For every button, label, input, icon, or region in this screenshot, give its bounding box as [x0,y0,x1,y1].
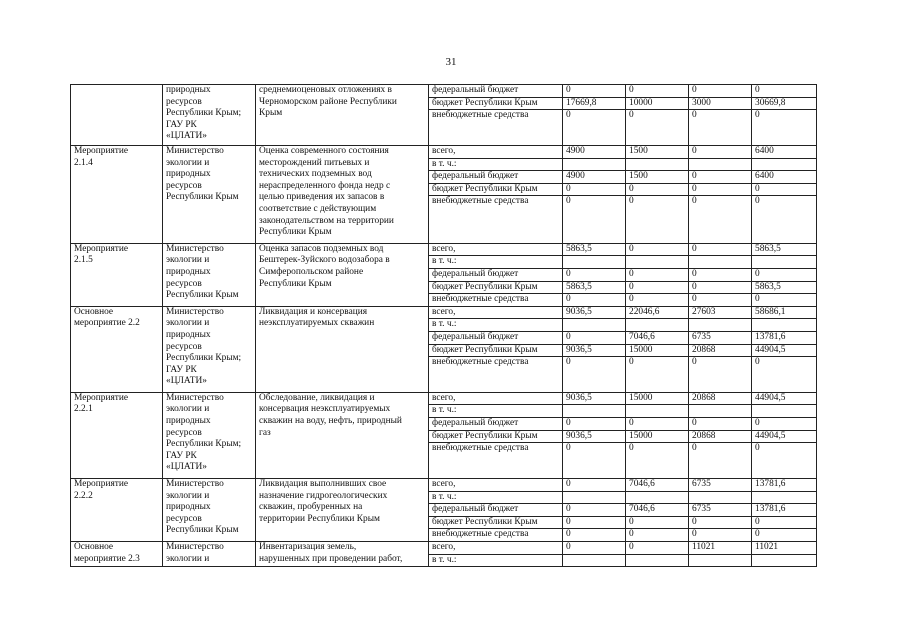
value-cell-1: 4900 [563,145,626,158]
value-cell-3: 0 [689,418,752,431]
measure-cell: Мероприятие 2.1.4 [71,145,163,243]
value-cell-2: 0 [626,516,689,529]
value-cell-2: 0 [626,268,689,281]
total-cell [752,405,817,418]
total-cell [752,256,817,269]
value-cell-2 [626,554,689,567]
value-cell-1: 9036,5 [563,306,626,319]
total-cell: 0 [752,529,817,542]
total-cell: 44904,5 [752,430,817,443]
value-cell-3: 20868 [689,430,752,443]
funding-source-cell: всего, [429,542,563,555]
measure-cell: Основное мероприятие 2.2 [71,306,163,392]
value-cell-2 [626,319,689,332]
description-cell: Обследование, ликвидация и консервация неэксплуатируемых скважин на воду, нефть, природный газ [256,392,429,478]
funding-source-cell: внебюджетные средства [429,529,563,542]
value-cell-1: 9036,5 [563,344,626,357]
value-cell-2: 0 [626,294,689,307]
value-cell-1: 0 [563,196,626,243]
value-cell-1: 0 [563,418,626,431]
measure-cell: Мероприятие 2.1.5 [71,243,163,306]
total-cell: 0 [752,418,817,431]
funding-source-cell: внебюджетные средства [429,110,563,146]
total-cell: 0 [752,443,817,479]
description-cell: Оценка современного состояния месторождений питьевых и технических подземных вод нераспределенного фонда недр с целью приведения их запасов в соответствие с действующим законодательством на территории Республики Крым [256,145,429,243]
total-cell: 5863,5 [752,243,817,256]
executor-cell: Министерство экологии и природных ресурсов Республики Крым; ГАУ РК «ЦЛАТИ» [163,306,256,392]
total-cell: 58686,1 [752,306,817,319]
total-cell: 0 [752,516,817,529]
funding-source-cell: в т. ч.: [429,319,563,332]
funding-source-cell: федеральный бюджет [429,418,563,431]
executor-cell: Министерство экологии и природных ресурсов Республики Крым [163,479,256,542]
value-cell-2: 0 [626,357,689,393]
value-cell-1: 0 [563,268,626,281]
description-cell: Оценка запасов подземных вод Бештерек-Зуйского водозабора в Симферопольском районе Республики Крым [256,243,429,306]
value-cell-1: 0 [563,529,626,542]
total-cell [752,319,817,332]
value-cell-3: 0 [689,294,752,307]
total-cell: 6400 [752,171,817,184]
value-cell-3: 20868 [689,392,752,405]
value-cell-3: 0 [689,443,752,479]
table-row [71,243,817,256]
total-cell [752,554,817,567]
funding-source-cell: федеральный бюджет [429,331,563,344]
funding-source-cell: всего, [429,479,563,492]
value-cell-1: 5863,5 [563,243,626,256]
executor-cell: природных ресурсов Республики Крым; ГАУ РК «ЦЛАТИ» [163,85,256,146]
value-cell-3: 0 [689,145,752,158]
value-cell-2: 15000 [626,430,689,443]
value-cell-2 [626,491,689,504]
funding-source-cell: внебюджетные средства [429,357,563,393]
value-cell-1 [563,405,626,418]
total-cell: 13781,6 [752,504,817,517]
funding-source-cell: внебюджетные средства [429,443,563,479]
value-cell-1 [563,158,626,171]
value-cell-1: 0 [563,357,626,393]
funding-source-cell: в т. ч.: [429,405,563,418]
value-cell-2: 0 [626,529,689,542]
funding-source-cell: федеральный бюджет [429,268,563,281]
value-cell-1: 0 [563,294,626,307]
funding-source-cell: всего, [429,392,563,405]
page-number: 31 [445,56,457,68]
value-cell-3: 6735 [689,331,752,344]
value-cell-2: 0 [626,85,689,98]
value-cell-3: 0 [689,171,752,184]
executor-cell: Министерство экологии и природных ресурсов Республики Крым [163,145,256,243]
executor-cell: Министерство экологии и природных ресурсов Республики Крым [163,243,256,306]
value-cell-2: 1500 [626,171,689,184]
funding-source-cell: всего, [429,145,563,158]
funding-source-cell: федеральный бюджет [429,171,563,184]
value-cell-2: 0 [626,110,689,146]
description-cell: Ликвидация выполнивших свое назначение гидрогеологических скважин, пробуренных на территории Республики Крым [256,479,429,542]
value-cell-3 [689,256,752,269]
total-cell: 44904,5 [752,392,817,405]
total-cell: 0 [752,110,817,146]
value-cell-1: 5863,5 [563,281,626,294]
funding-source-cell: в т. ч.: [429,491,563,504]
value-cell-3: 27603 [689,306,752,319]
value-cell-2 [626,256,689,269]
value-cell-1: 9036,5 [563,430,626,443]
value-cell-3: 0 [689,281,752,294]
funding-source-cell: всего, [429,306,563,319]
funding-source-cell: бюджет Республики Крым [429,281,563,294]
value-cell-3 [689,319,752,332]
total-cell: 0 [752,357,817,393]
value-cell-1 [563,491,626,504]
value-cell-3: 0 [689,516,752,529]
value-cell-2: 0 [626,443,689,479]
description-cell: Ликвидация и консервация неэксплуатируемых скважин [256,306,429,392]
funding-source-cell: бюджет Республики Крым [429,344,563,357]
funding-source-cell: внебюджетные средства [429,196,563,243]
value-cell-2: 10000 [626,97,689,110]
value-cell-2: 7046,6 [626,479,689,492]
funding-source-cell: бюджет Республики Крым [429,97,563,110]
total-cell: 6400 [752,145,817,158]
table-row [71,392,817,405]
value-cell-3: 0 [689,196,752,243]
funding-source-cell: бюджет Республики Крым [429,183,563,196]
value-cell-1: 0 [563,504,626,517]
funding-source-cell: всего, [429,243,563,256]
value-cell-1 [563,554,626,567]
value-cell-2: 7046,6 [626,331,689,344]
value-cell-3: 0 [689,357,752,393]
value-cell-3 [689,491,752,504]
value-cell-2 [626,405,689,418]
total-cell: 11021 [752,542,817,555]
funding-source-cell: в т. ч.: [429,158,563,171]
table-row [71,542,817,555]
value-cell-3: 0 [689,529,752,542]
value-cell-2: 1500 [626,145,689,158]
value-cell-1 [563,319,626,332]
total-cell: 0 [752,294,817,307]
value-cell-1 [563,256,626,269]
value-cell-1: 0 [563,110,626,146]
value-cell-2: 0 [626,281,689,294]
funding-source-cell: бюджет Республики Крым [429,430,563,443]
total-cell: 0 [752,85,817,98]
value-cell-3 [689,405,752,418]
measure-cell: Основное мероприятие 2.3 [71,542,163,567]
measure-cell: Мероприятие 2.2.1 [71,392,163,478]
value-cell-1: 9036,5 [563,392,626,405]
value-cell-1: 17669,8 [563,97,626,110]
value-cell-2: 0 [626,183,689,196]
value-cell-1: 0 [563,183,626,196]
total-cell: 30669,8 [752,97,817,110]
value-cell-2: 0 [626,418,689,431]
total-cell: 0 [752,183,817,196]
total-cell: 0 [752,196,817,243]
value-cell-2: 0 [626,243,689,256]
description-cell: Инвентаризация земель, нарушенных при проведении работ, [256,542,429,567]
total-cell [752,491,817,504]
total-cell: 0 [752,268,817,281]
total-cell: 44904,5 [752,344,817,357]
description-cell: среднемиоценовых отложениях в Черноморском районе Республики Крым [256,85,429,146]
value-cell-3 [689,158,752,171]
value-cell-1: 0 [563,516,626,529]
value-cell-2: 0 [626,542,689,555]
value-cell-3: 6735 [689,479,752,492]
value-cell-2: 7046,6 [626,504,689,517]
value-cell-3: 0 [689,243,752,256]
total-cell: 13781,6 [752,331,817,344]
funding-source-cell: в т. ч.: [429,256,563,269]
value-cell-2: 15000 [626,344,689,357]
table-row [71,479,817,492]
value-cell-3: 6735 [689,504,752,517]
value-cell-3: 11021 [689,542,752,555]
measure-cell: Мероприятие 2.2.2 [71,479,163,542]
total-cell [752,158,817,171]
table-row [71,85,817,98]
value-cell-1: 0 [563,479,626,492]
total-cell: 13781,6 [752,479,817,492]
measure-cell [71,85,163,146]
total-cell: 5863,5 [752,281,817,294]
table-row [71,306,817,319]
table-row [71,145,817,158]
value-cell-2: 0 [626,196,689,243]
value-cell-3: 0 [689,183,752,196]
value-cell-1: 4900 [563,171,626,184]
value-cell-1: 0 [563,443,626,479]
budget-table [70,84,817,567]
value-cell-3: 0 [689,110,752,146]
budget-table-body [71,85,817,567]
value-cell-1: 0 [563,85,626,98]
value-cell-3: 3000 [689,97,752,110]
executor-cell: Министерство экологии и природных ресурсов Республики Крым; ГАУ РК «ЦЛАТИ» [163,392,256,478]
value-cell-3: 0 [689,85,752,98]
value-cell-2: 22046,6 [626,306,689,319]
funding-source-cell: в т. ч.: [429,554,563,567]
executor-cell: Министерство экологии и [163,542,256,567]
value-cell-1: 0 [563,331,626,344]
value-cell-3 [689,554,752,567]
value-cell-2: 15000 [626,392,689,405]
value-cell-3: 0 [689,268,752,281]
funding-source-cell: бюджет Республики Крым [429,516,563,529]
value-cell-3: 20868 [689,344,752,357]
value-cell-1: 0 [563,542,626,555]
funding-source-cell: федеральный бюджет [429,85,563,98]
value-cell-2 [626,158,689,171]
funding-source-cell: внебюджетные средства [429,294,563,307]
funding-source-cell: федеральный бюджет [429,504,563,517]
